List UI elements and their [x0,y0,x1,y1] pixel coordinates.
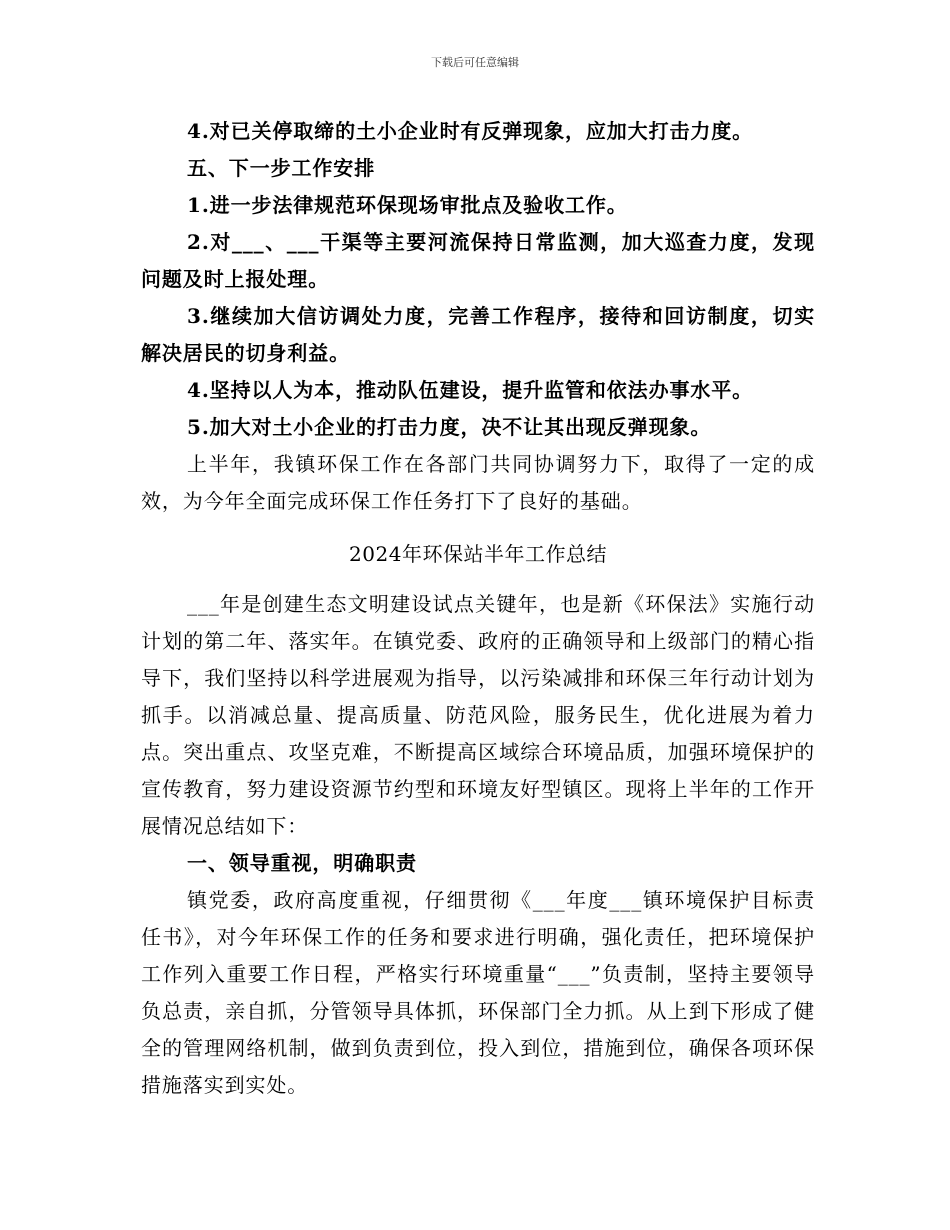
section-heading-leadership: 一、领导重视，明确职责 [187,851,417,875]
paragraph-step-3: 3.继续加大信访调处力度，完善工作程序，接待和回访制度，切实解决居民的切身利益。 [141,304,815,365]
section-heading-next-steps: 五、下一步工作安排 [187,156,376,180]
paragraph-conclusion: 上半年，我镇环保工作在各部门共同协调努力下，取得了一定的成效，为今年全面完成环保工作任务打下了良好的基础。 [141,452,815,513]
document-title: 2024年环保站半年工作总结 [349,542,607,566]
paragraph-step-4: 4.坚持以人为本，推动队伍建设，提升监管和依法办事水平。 [187,378,754,402]
paragraph-step-5: 5.加大对土小企业的打击力度，决不让其出现反弹现象。 [187,415,712,439]
paragraph-item-4-rebound: 4.对已关停取缔的土小企业时有反弹现象，应加大打击力度。 [187,119,754,143]
paragraph-intro: ___年是创建生态文明建设试点关键年，也是新《环保法》实施行动计划的第二年、落实年。在镇党委、政府的正确领导和上级部门的精心指导下，我们坚持以科学进展观为指导，以污染减排和环保三年行动计划为抓手。以消减总量、提高质量、防范风险，服务民生，优化进展为着力点。突出重点、攻坚克难，不断提高区域综合环境品质，加强环境保护的宣传教育，努力建设资源节约型和环境友好型镇区。现将上半年的工作开展情况总结如下： [141,592,815,838]
paragraph-step-2: 2.对___、___干渠等主要河流保持日常监测，加大巡查力度，发现问题及时上报处理。 [141,230,815,291]
paragraph-leadership: 镇党委，政府高度重视，仔细贯彻《___年度___镇环境保护目标责任书》，对今年环保工作的任务和要求进行明确，强化责任，把环境保护工作列入重要工作日程，严格实行环境重量“___”负责制，坚持主要领导负总责，亲自抓，分管领导具体抓，环保部门全力抓。从上到下形成了健全的管理网络机制，做到负责到位，投入到位，措施到位，确保各项环保措施落实到实处。 [141,888,815,1097]
document-body [141,113,815,1104]
page-header-note: 下载后可任意编辑 [431,56,519,69]
paragraph-step-1: 1.进一步法律规范环保现场审批点及验收工作。 [187,193,628,217]
